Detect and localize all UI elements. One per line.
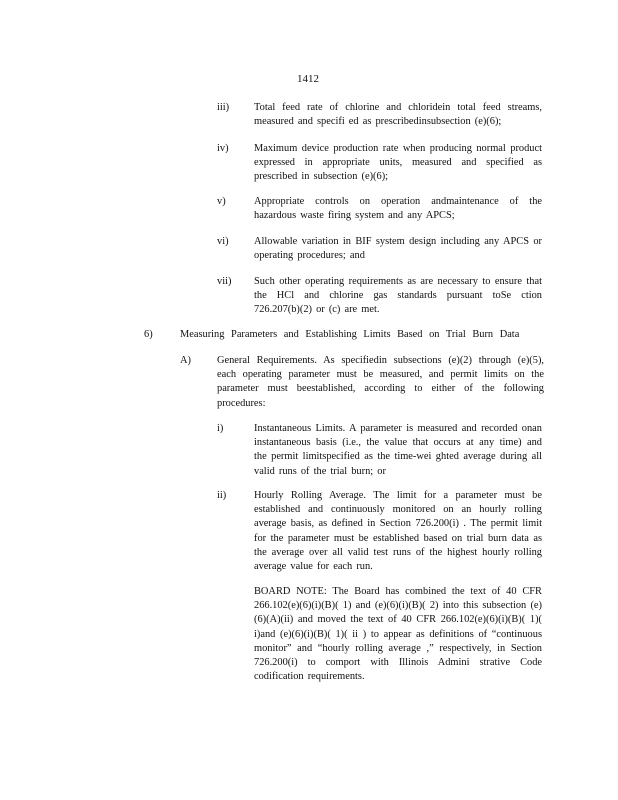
- item-i-label: i): [217, 423, 224, 434]
- item-iv-text: Maximum device production rate when producing normal product expressed in appropriate units, measured and specified as prescribed in subsection (e)(6);: [254, 143, 542, 183]
- item-ii-label: ii): [217, 490, 227, 501]
- section-6-label: 6): [144, 329, 153, 340]
- item-vi-label: vi): [217, 236, 229, 247]
- section-6-heading: Measuring Parameters and Establishing Limits Based on Trial Burn Data: [180, 329, 520, 340]
- item-vii-text: Such other operating requirements as are necessary to ensure that the HCl and chlorine gas standards pursuant toSe ction 726.207(b)(2) or (c) are met.: [254, 276, 542, 316]
- item-v-label: v): [217, 196, 226, 207]
- item-iii-text: Total feed rate of chlorine and chloridein total feed streams, measured and specifi ed as prescribedinsubsection (e)(6);: [254, 102, 542, 128]
- paragraph-a-text: General Requirements. As specifiedin subsections (e)(2) through (e)(5), each operating parameter must be measured, and permit limits on the parameter must beestablished, according to either of the following procedures:: [217, 355, 544, 409]
- item-vi-text: Allowable variation in BIF system design including any APCS or operating procedures; and: [254, 236, 542, 262]
- item-i-text: Instantaneous Limits. A parameter is measured and recorded onan instantaneous basis (i.e., the value that occurs at any time) and the permit limitspecified as the time-wei ghted average during all valid runs of the trial burn; or: [254, 423, 542, 477]
- paragraph-a-label: A): [180, 355, 191, 366]
- item-iv-label: iv): [217, 143, 229, 154]
- board-note: BOARD NOTE: The Board has combined the text of 40 CFR 266.102(e)(6)(i)(B)( 1) and (e)(6)(i)(B)( 2) into this subsection (e)(6)(A)(ii) and moved the text of 40 CFR 266.102(e)(6)(i)(B)( 1)( i)and (e)(6)(i)(B)( 1)( ii ) to appear as definitions of “continuous monitor” and “hourly rolling average ,” respectively, in Section 726.200(i) to comport with Illinois Admini strative Code codification requirements.: [254, 586, 542, 683]
- item-vii-label: vii): [217, 276, 232, 287]
- page-number: 1412: [297, 73, 319, 85]
- item-v-text: Appropriate controls on operation andmaintenance of the hazardous waste firing system and any APCS;: [254, 196, 542, 222]
- item-iii-label: iii): [217, 102, 230, 113]
- item-ii-text: Hourly Rolling Average. The limit for a parameter must be established and continuously monitored on an hourly rolling average basis, as defined in Section 726.200(i) . The permit limit for the parameter must be established based on trial burn data as the average over all valid test runs of the highest hourly rolling average value for each run.: [254, 490, 542, 573]
